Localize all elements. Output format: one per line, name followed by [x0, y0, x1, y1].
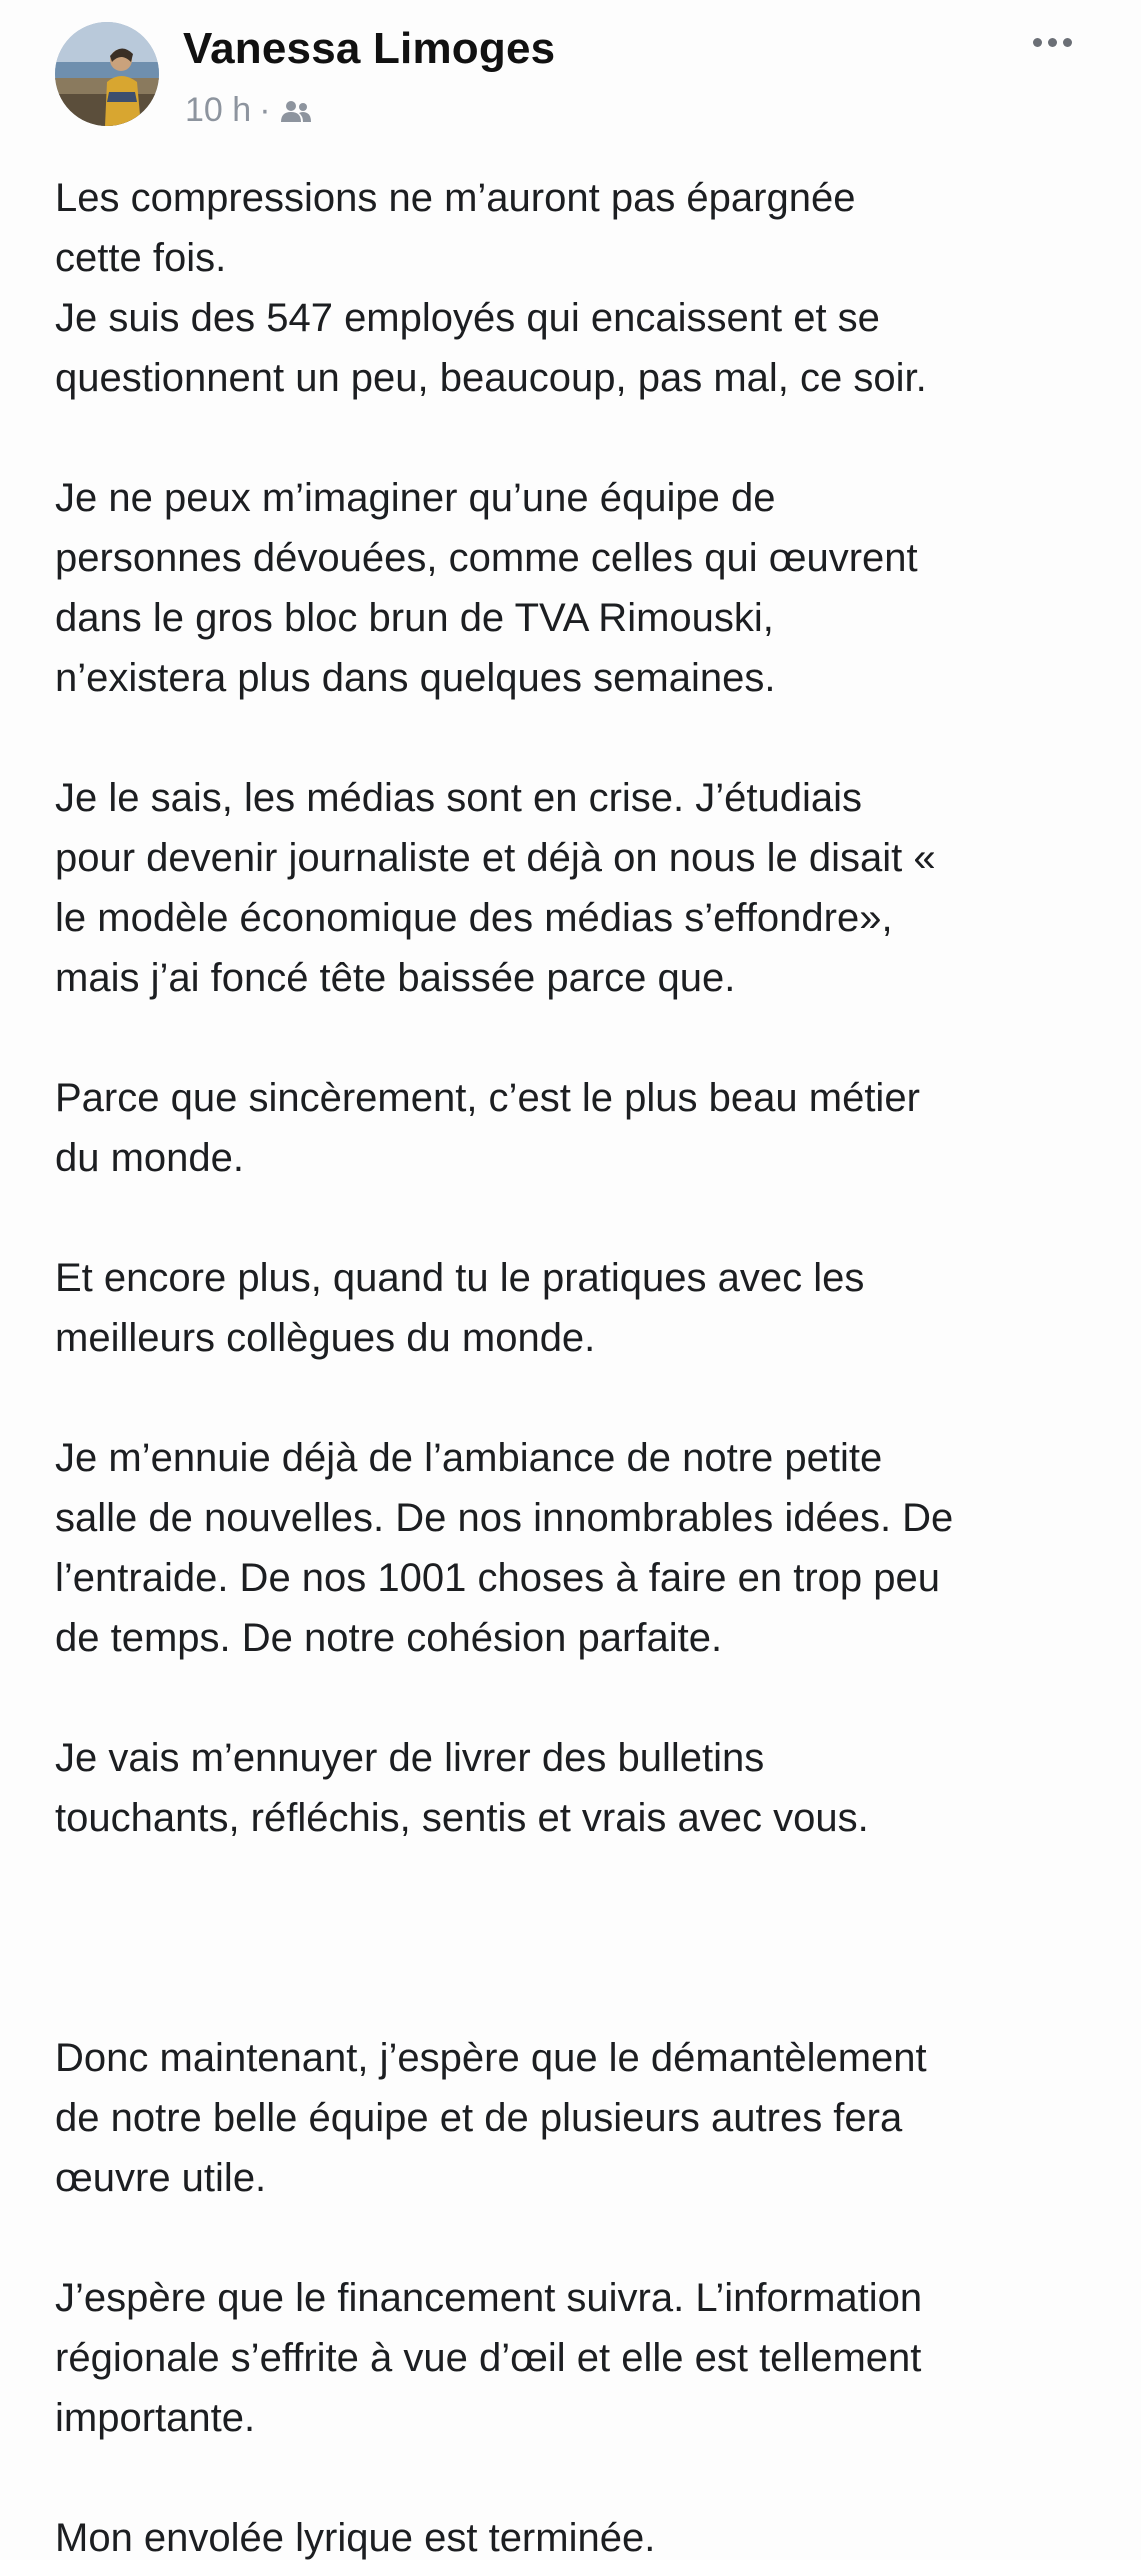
post-paragraph: Je vais m’ennuyer de livrer des bulletins touchants, réfléchis, sentis et vrais avec vous.	[55, 1736, 869, 1840]
post-paragraph: Les compressions ne m’auront pas épargnée cette fois. Je suis des 547 employés qui encaissent et se questionnent un peu, beaucoup, pas mal, ce soir.	[55, 176, 927, 400]
post-paragraph: J’espère que le financement suivra. L’information régionale s’effrite à vue d’œil et elle est tellement importante.	[55, 2276, 923, 2440]
paragraph-spacer	[55, 1188, 1115, 1248]
paragraph-spacer	[55, 2208, 1115, 2268]
post-paragraph: Je le sais, les médias sont en crise. J’étudiais pour devenir journaliste et déjà on nous le disait « le modèle économique des médias s’effondre», mais j’ai foncé tête baissée parce que.	[55, 776, 936, 1000]
more-options-button[interactable]	[1020, 22, 1084, 62]
friends-icon[interactable]	[279, 96, 313, 124]
paragraph-spacer	[55, 1368, 1115, 1428]
post-paragraph: Mon envolée lyrique est terminée.	[55, 2516, 656, 2560]
post-paragraph: Donc maintenant, j’espère que le démantèlement de notre belle équipe et de plusieurs autres fera œuvre utile.	[55, 2036, 927, 2200]
paragraph-spacer	[55, 1848, 1115, 2028]
post-paragraph: Je m’ennuie déjà de l’ambiance de notre petite salle de nouvelles. De nos innombrables idées. De l’entraide. De nos 1001 choses à faire en trop peu de temps. De notre cohésion parfaite.	[55, 1436, 954, 1660]
post-paragraph: Je ne peux m’imaginer qu’une équipe de personnes dévouées, comme celles qui œuvrent dans le gros bloc brun de TVA Rimouski, n’existera plus dans quelques semaines.	[55, 476, 918, 700]
paragraph-spacer	[55, 408, 1115, 468]
post-header	[0, 0, 1141, 150]
paragraph-spacer	[55, 1008, 1115, 1068]
more-dot	[1063, 38, 1072, 47]
profile-photo-beach-icon	[55, 22, 159, 126]
more-horizontal-icon	[1033, 38, 1042, 47]
post-paragraph: Parce que sincèrement, c’est le plus beau métier du monde.	[55, 1076, 920, 1180]
author-name[interactable]: Vanessa Limoges	[183, 24, 556, 73]
post-paragraph: Et encore plus, quand tu le pratiques avec les meilleurs collègues du monde.	[55, 1256, 865, 1360]
meta-separator: ·	[259, 90, 271, 129]
post-body	[55, 168, 1115, 2568]
paragraph-spacer	[55, 708, 1115, 768]
post-meta	[185, 90, 313, 130]
more-dot	[1048, 38, 1057, 47]
author-avatar[interactable]	[55, 22, 159, 126]
paragraph-spacer	[55, 1668, 1115, 1728]
paragraph-spacer	[55, 2448, 1115, 2508]
post-time[interactable]: 10 h	[185, 90, 252, 129]
